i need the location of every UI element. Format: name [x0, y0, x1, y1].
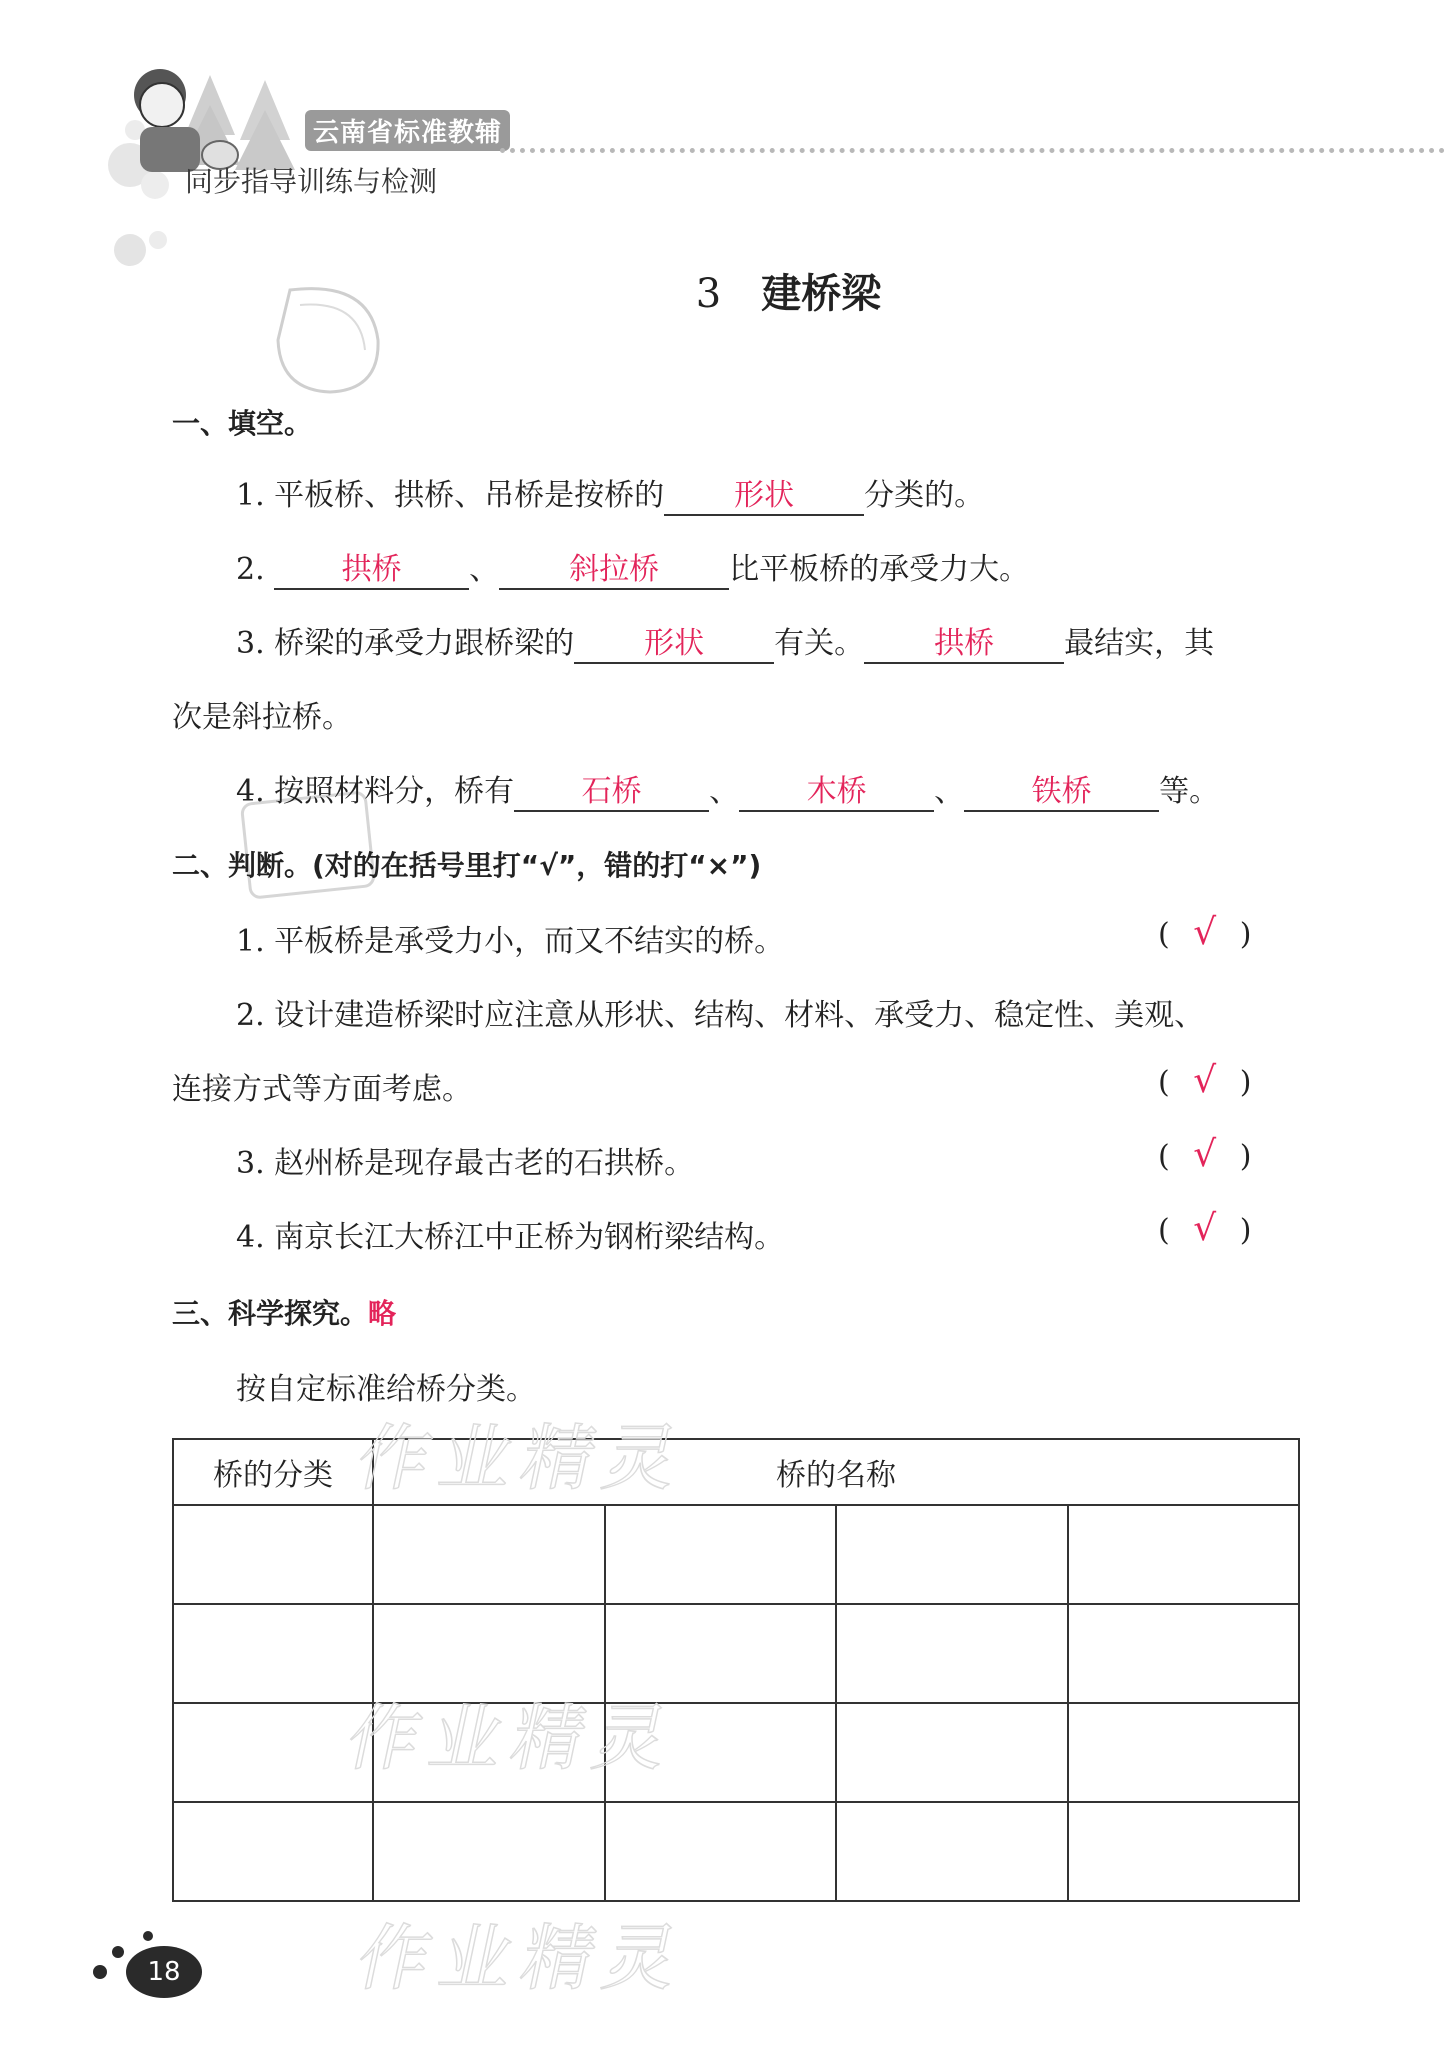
q3-prefix: 3. 桥梁的承受力跟桥梁的	[236, 626, 575, 661]
table-cell[interactable]	[173, 1703, 373, 1802]
bridge-classification-table	[172, 1438, 1300, 1902]
q3-answer-blank-1[interactable]: 形状	[574, 627, 774, 664]
check-mark-icon: √	[1193, 1208, 1217, 1249]
judgement-1-answer[interactable]: ( √ )	[1158, 912, 1252, 953]
page-number: 18	[126, 1946, 202, 1998]
watermark-text-2: 作业精灵	[339, 1696, 686, 1780]
table-cell[interactable]	[1068, 1703, 1300, 1802]
table-cell[interactable]	[1068, 1505, 1300, 1604]
table-row	[173, 1505, 1299, 1604]
judgement-3-answer[interactable]: ( √ )	[1158, 1134, 1252, 1175]
question-1-3	[236, 618, 1214, 664]
series-label: 云南省标准教辅	[305, 110, 510, 151]
table-cell[interactable]	[1068, 1802, 1300, 1901]
judgement-3-text: 3. 赵州桥是现存最古老的石拱桥。	[236, 1146, 695, 1181]
inquiry-instruction: 按自定标准给桥分类。	[236, 1372, 536, 1407]
q4-answer-blank-3[interactable]: 铁桥	[964, 775, 1159, 812]
table-header-row	[173, 1439, 1299, 1505]
inquiry-answer: 略	[368, 1297, 397, 1330]
q4-answer-blank-1[interactable]: 石桥	[514, 775, 709, 812]
q1-suffix: 分类的。	[864, 478, 985, 513]
check-mark-icon: √	[1193, 912, 1217, 953]
table-cell[interactable]	[1068, 1604, 1300, 1703]
q2-answer-blank-1[interactable]: 拱桥	[274, 553, 469, 590]
judgement-2-answer[interactable]: ( √ )	[1158, 1060, 1252, 1101]
table-cell[interactable]	[836, 1604, 1068, 1703]
q1-answer-blank[interactable]: 形状	[664, 479, 864, 516]
q1-prefix: 1. 平板桥、拱桥、吊桥是按桥的	[236, 478, 665, 513]
table-cell[interactable]	[605, 1505, 837, 1604]
question-1-2	[236, 544, 1029, 590]
table-row	[173, 1703, 1299, 1802]
q4-answer-blank-2[interactable]: 木桥	[739, 775, 934, 812]
table-cell[interactable]	[373, 1505, 605, 1604]
table-cell[interactable]	[605, 1802, 837, 1901]
table-cell[interactable]	[173, 1802, 373, 1901]
lesson-title	[0, 262, 1447, 319]
q3-continuation: 次是斜拉桥。	[172, 700, 352, 735]
table-cell[interactable]	[373, 1802, 605, 1901]
check-mark-icon: √	[1193, 1134, 1217, 1175]
header-names: 桥的名称	[373, 1439, 1299, 1505]
section-judgement-heading: 二、判断。(对的在括号里打“√”，错的打“×”)	[172, 849, 762, 882]
q4-prefix: 4. 按照材料分，桥有	[236, 774, 515, 809]
book-title: 同步指导训练与检测	[185, 165, 438, 198]
q4-suffix: 等。	[1159, 774, 1220, 809]
question-1-1	[236, 470, 984, 516]
lesson-name: 建桥梁	[761, 270, 882, 317]
q3-answer-blank-2[interactable]: 拱桥	[864, 627, 1064, 664]
watermark-text-1: 作业精灵	[349, 1416, 696, 1500]
table-row	[173, 1604, 1299, 1703]
header-divider	[500, 148, 1445, 153]
judgement-2-text: 2. 设计建造桥梁时应注意从形状、结构、材料、承受力、稳定性、美观、	[236, 998, 1205, 1033]
check-mark-icon: √	[1193, 1060, 1217, 1101]
table-cell[interactable]	[173, 1604, 373, 1703]
watermark-text-3: 作业精灵	[349, 1916, 696, 2000]
q3-suffix: 最结实，其	[1064, 626, 1215, 661]
watermark-stamp	[270, 280, 385, 400]
judgement-4-answer[interactable]: ( √ )	[1158, 1208, 1252, 1249]
table-cell[interactable]	[836, 1505, 1068, 1604]
table-cell[interactable]	[173, 1505, 373, 1604]
q4-sep-2: 、	[934, 774, 965, 809]
table-cell[interactable]	[836, 1802, 1068, 1901]
header-category: 桥的分类	[173, 1439, 373, 1505]
q4-sep-1: 、	[709, 774, 740, 809]
q2-prefix: 2.	[236, 552, 265, 587]
section-fill-blank-heading: 一、填空。	[172, 407, 313, 440]
question-1-4	[236, 766, 1219, 812]
q2-suffix: 比平板桥的承受力大。	[729, 552, 1030, 587]
judgement-1-text: 1. 平板桥是承受力小，而又不结实的桥。	[236, 924, 785, 959]
q2-answer-blank-2[interactable]: 斜拉桥	[499, 553, 729, 590]
q3-mid: 有关。	[774, 626, 865, 661]
table-row	[173, 1802, 1299, 1901]
judgement-2-text-cont: 连接方式等方面考虑。	[172, 1072, 472, 1107]
judgement-4-text: 4. 南京长江大桥江中正桥为钢桁梁结构。	[236, 1220, 785, 1255]
lesson-number: 3	[695, 271, 722, 317]
q2-sep: 、	[469, 552, 500, 587]
table-cell[interactable]	[836, 1703, 1068, 1802]
section-inquiry-heading: 三、科学探究。略	[172, 1297, 397, 1330]
